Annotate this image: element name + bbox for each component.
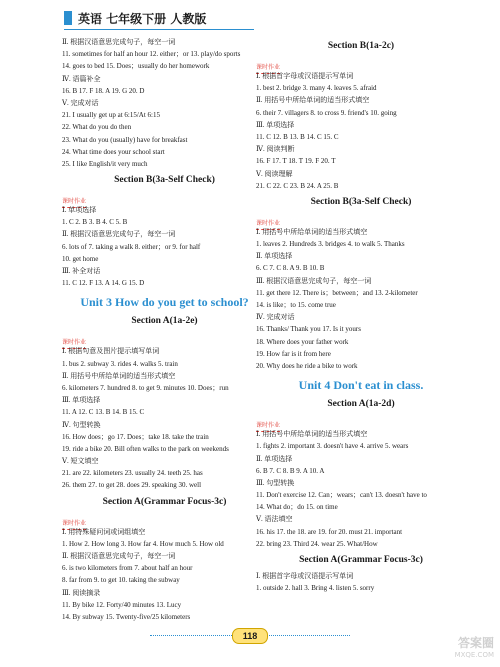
answer-line: 1. fights 2. important 3. doesn't have 4. arrive 5. wears	[256, 442, 409, 451]
answer-line: Ⅲ. 阅读摘录	[62, 588, 101, 597]
answer-line: 22. bring 23. Third 24. wear 25. What/How	[256, 539, 378, 548]
answer-line: 20. Why does he ride a bike to work	[256, 361, 358, 370]
answer-line: 1. leaves 2. Hundreds 3. bridges 4. to walk 5. Thanks	[256, 240, 405, 249]
answer-line: Ⅴ. 完成对话	[62, 98, 99, 107]
left-column	[62, 36, 267, 623]
answer-line: 11. Don't exercise 12. Can；wears；can't 13. doesn't have to	[256, 491, 427, 500]
answer-line: 11. By bike 12. Forty/40 minutes 13. Lucy	[62, 600, 182, 609]
homework-tag-row	[62, 190, 267, 204]
answer-line: 6. kilometers 7. hundred 8. to get 9. minutes 10. Does；run	[62, 383, 229, 392]
section-heading: Section B(3a-Self Check)	[310, 196, 412, 207]
answer-line: 16. B 17. F 18. A 19. G 20. D	[62, 86, 145, 95]
right-column	[256, 36, 466, 594]
answer-line: 6. C 7. C 8. A 9. B 10. B	[256, 264, 325, 273]
answer-line: 11. get there 12. There is；between；and 13. 2-kilometer	[256, 288, 418, 297]
answer-line: Ⅰ. 根据首字母或汉语提示写单词	[256, 572, 354, 580]
answer-line: 11. A 12. C 13. B 14. B 15. C	[62, 408, 145, 417]
answer-line: 11. C 12. B 13. B 14. C 15. C	[256, 132, 339, 141]
answer-line: 21. C 22. C 23. B 24. A 25. B	[256, 181, 339, 190]
answer-line: 21. are 22. kilometers 23. usually 24. teeth 25. has	[62, 469, 203, 478]
section-heading: Section B(1a-2c)	[327, 41, 395, 51]
homework-tag-row	[256, 212, 466, 226]
answer-line: 16. How does；go 17. Does；take 18. take the train	[62, 432, 209, 441]
answer-line: 19. How far is it from here	[256, 349, 331, 358]
section-heading: Section A(1a-2e)	[131, 316, 198, 327]
answer-line: Ⅳ. 句型转换	[62, 420, 101, 429]
answer-line: 8. far from 9. to get 10. taking the subway	[62, 576, 180, 585]
answer-line: 25. I like English/it very much	[62, 159, 148, 168]
answer-line: Ⅰ. 根据首字母或汉语提示写单词	[256, 72, 354, 80]
answer-line: Ⅴ. 阅读理解	[256, 169, 293, 178]
answer-line: Ⅰ. 单项选择	[62, 206, 97, 215]
answer-line: 16. F 17. T 18. T 19. F 20. T	[256, 157, 336, 166]
answer-line: 11. sometimes for half an hour 12. either；or 13. play/do sports	[62, 50, 241, 59]
answer-line: Ⅱ. 单项选择	[256, 454, 293, 463]
watermark-main: 答案圈	[457, 636, 494, 650]
page-number: 118	[232, 628, 268, 644]
answer-line: 1. outside 2. hall 3. Bring 4. listen 5. sorry	[256, 584, 375, 593]
answer-line: Ⅰ. 用括号中所给单词的适当形式填空	[256, 430, 368, 439]
answer-line: Ⅲ. 根据汉语意思完成句子，每空一词	[256, 276, 372, 285]
answer-line: 16. Thanks/ Thank you 17. Is it yours	[256, 325, 361, 334]
watermark-logo	[455, 637, 494, 661]
answer-line: 16. his 17. the 18. are 19. for 20. must 21. important	[256, 527, 403, 536]
homework-tag-row	[256, 414, 466, 428]
answer-line: 14. By subway 15. Twenty-five/25 kilometers	[62, 612, 191, 621]
header-title: 英语 七年级下册 人教版	[78, 11, 207, 26]
answer-line: 6. their 7. villagers 8. to cross 9. friend's 10. going	[256, 108, 397, 117]
answer-line: 21. I usually get up at 6:15/At 6:15	[62, 111, 160, 120]
answer-line: 19. ride a bike 20. Bill often walks to the park on weekends	[62, 444, 229, 453]
homework-tag-row	[256, 56, 466, 70]
answer-line: Ⅱ. 根据汉语意思完成句子，每空一词	[62, 552, 176, 560]
answer-line: 14. is like；to 15. come true	[256, 301, 336, 309]
answer-line: 6. B 7. C 8. B 9. A 10. A	[256, 466, 325, 475]
answer-line: Ⅳ. 完成对话	[256, 313, 295, 322]
answer-line: 14. goes to bed 15. Does；usually do her homework	[62, 62, 210, 71]
section-heading: Section A(1a-2d)	[327, 399, 395, 410]
section-heading: Section B(3a-Self Check)	[114, 175, 215, 186]
answer-line: Ⅱ. 根据汉语意思完成句子，每空一词	[62, 230, 176, 239]
answer-line: Ⅳ. 语篇补全	[62, 74, 101, 83]
answer-line: 1. How 2. How long 3. How far 4. How much 5. How old	[62, 539, 224, 548]
answer-line: Ⅲ. 单项选择	[62, 396, 101, 405]
answer-line: 11. C 12. F 13. A 14. G 15. D	[62, 279, 145, 288]
answer-line: Ⅱ. 用括号中所给单词的适当形式填空	[62, 371, 176, 380]
homework-tag-row	[62, 512, 267, 526]
header-accent-bar	[64, 11, 72, 25]
section-heading: Section A(Grammar Focus-3c)	[299, 555, 423, 565]
answer-line: 10. get home	[62, 254, 99, 263]
answer-line: Ⅴ. 短文填空	[62, 457, 99, 466]
page-header	[64, 8, 206, 28]
answer-line: 6. is two kilometers from 7. about half an hour	[62, 564, 193, 573]
answer-line: Ⅲ. 句型转换	[256, 478, 295, 487]
unit-heading: Unit 3 How do you get to school?	[80, 295, 249, 310]
answer-line: 1. best 2. bridge 3. many 4. leaves 5. afraid	[256, 84, 377, 93]
homework-tag: 课时作业	[256, 63, 280, 74]
homework-tag: 课时作业	[256, 219, 280, 230]
answer-line: Ⅴ. 语法填空	[256, 515, 293, 524]
answer-line: 6. lots of 7. taking a walk 8. either；or 9. for half	[62, 242, 201, 251]
answer-line: Ⅱ. 根据汉语意思完成句子，每空一词	[62, 38, 176, 46]
answer-line: Ⅱ. 单项选择	[256, 252, 293, 261]
answer-line: Ⅳ. 阅读判断	[256, 145, 295, 154]
answer-line: Ⅰ. 用特殊疑问词或词组填空	[62, 527, 146, 536]
answer-line: 1. bus 2. subway 3. rides 4. walks 5. train	[62, 359, 178, 368]
unit-heading: Unit 4 Don't eat in class.	[298, 378, 424, 393]
answer-line: Ⅰ. 用括号中所给单词的适当形式填空	[256, 227, 368, 236]
section-heading: Section A(Grammar Focus-3c)	[102, 496, 227, 507]
answer-line: 24. What time does your school start	[62, 147, 165, 156]
answer-line: Ⅰ. 根据句意及图片提示填写单词	[62, 347, 160, 356]
homework-tag: 课时作业	[256, 421, 280, 432]
homework-tag-row	[62, 331, 267, 345]
homework-tag: 课时作业	[62, 197, 86, 208]
answer-line: 1. C 2. B 3. B 4. C 5. B	[62, 218, 128, 227]
answer-line: 26. them 27. to get 28. does 29. speaking 30. well	[62, 481, 202, 490]
answer-line: Ⅱ. 用括号中所给单词的适当形式填空	[256, 96, 370, 105]
answer-line: 18. Where does your father work	[256, 337, 349, 346]
watermark-sub: MXQE.COM	[454, 651, 494, 659]
homework-tag: 课时作业	[62, 338, 86, 349]
answer-line: 14. What do；do 15. on time	[256, 503, 338, 512]
answer-line: 22. What do you do then	[62, 123, 132, 132]
homework-tag: 课时作业	[62, 519, 86, 530]
answer-line: Ⅲ. 补全对话	[62, 267, 101, 275]
answer-line: Ⅲ. 单项选择	[256, 120, 295, 129]
header-rule	[64, 29, 254, 30]
answer-line: 23. What do you (usually) have for breakfast	[62, 135, 188, 144]
